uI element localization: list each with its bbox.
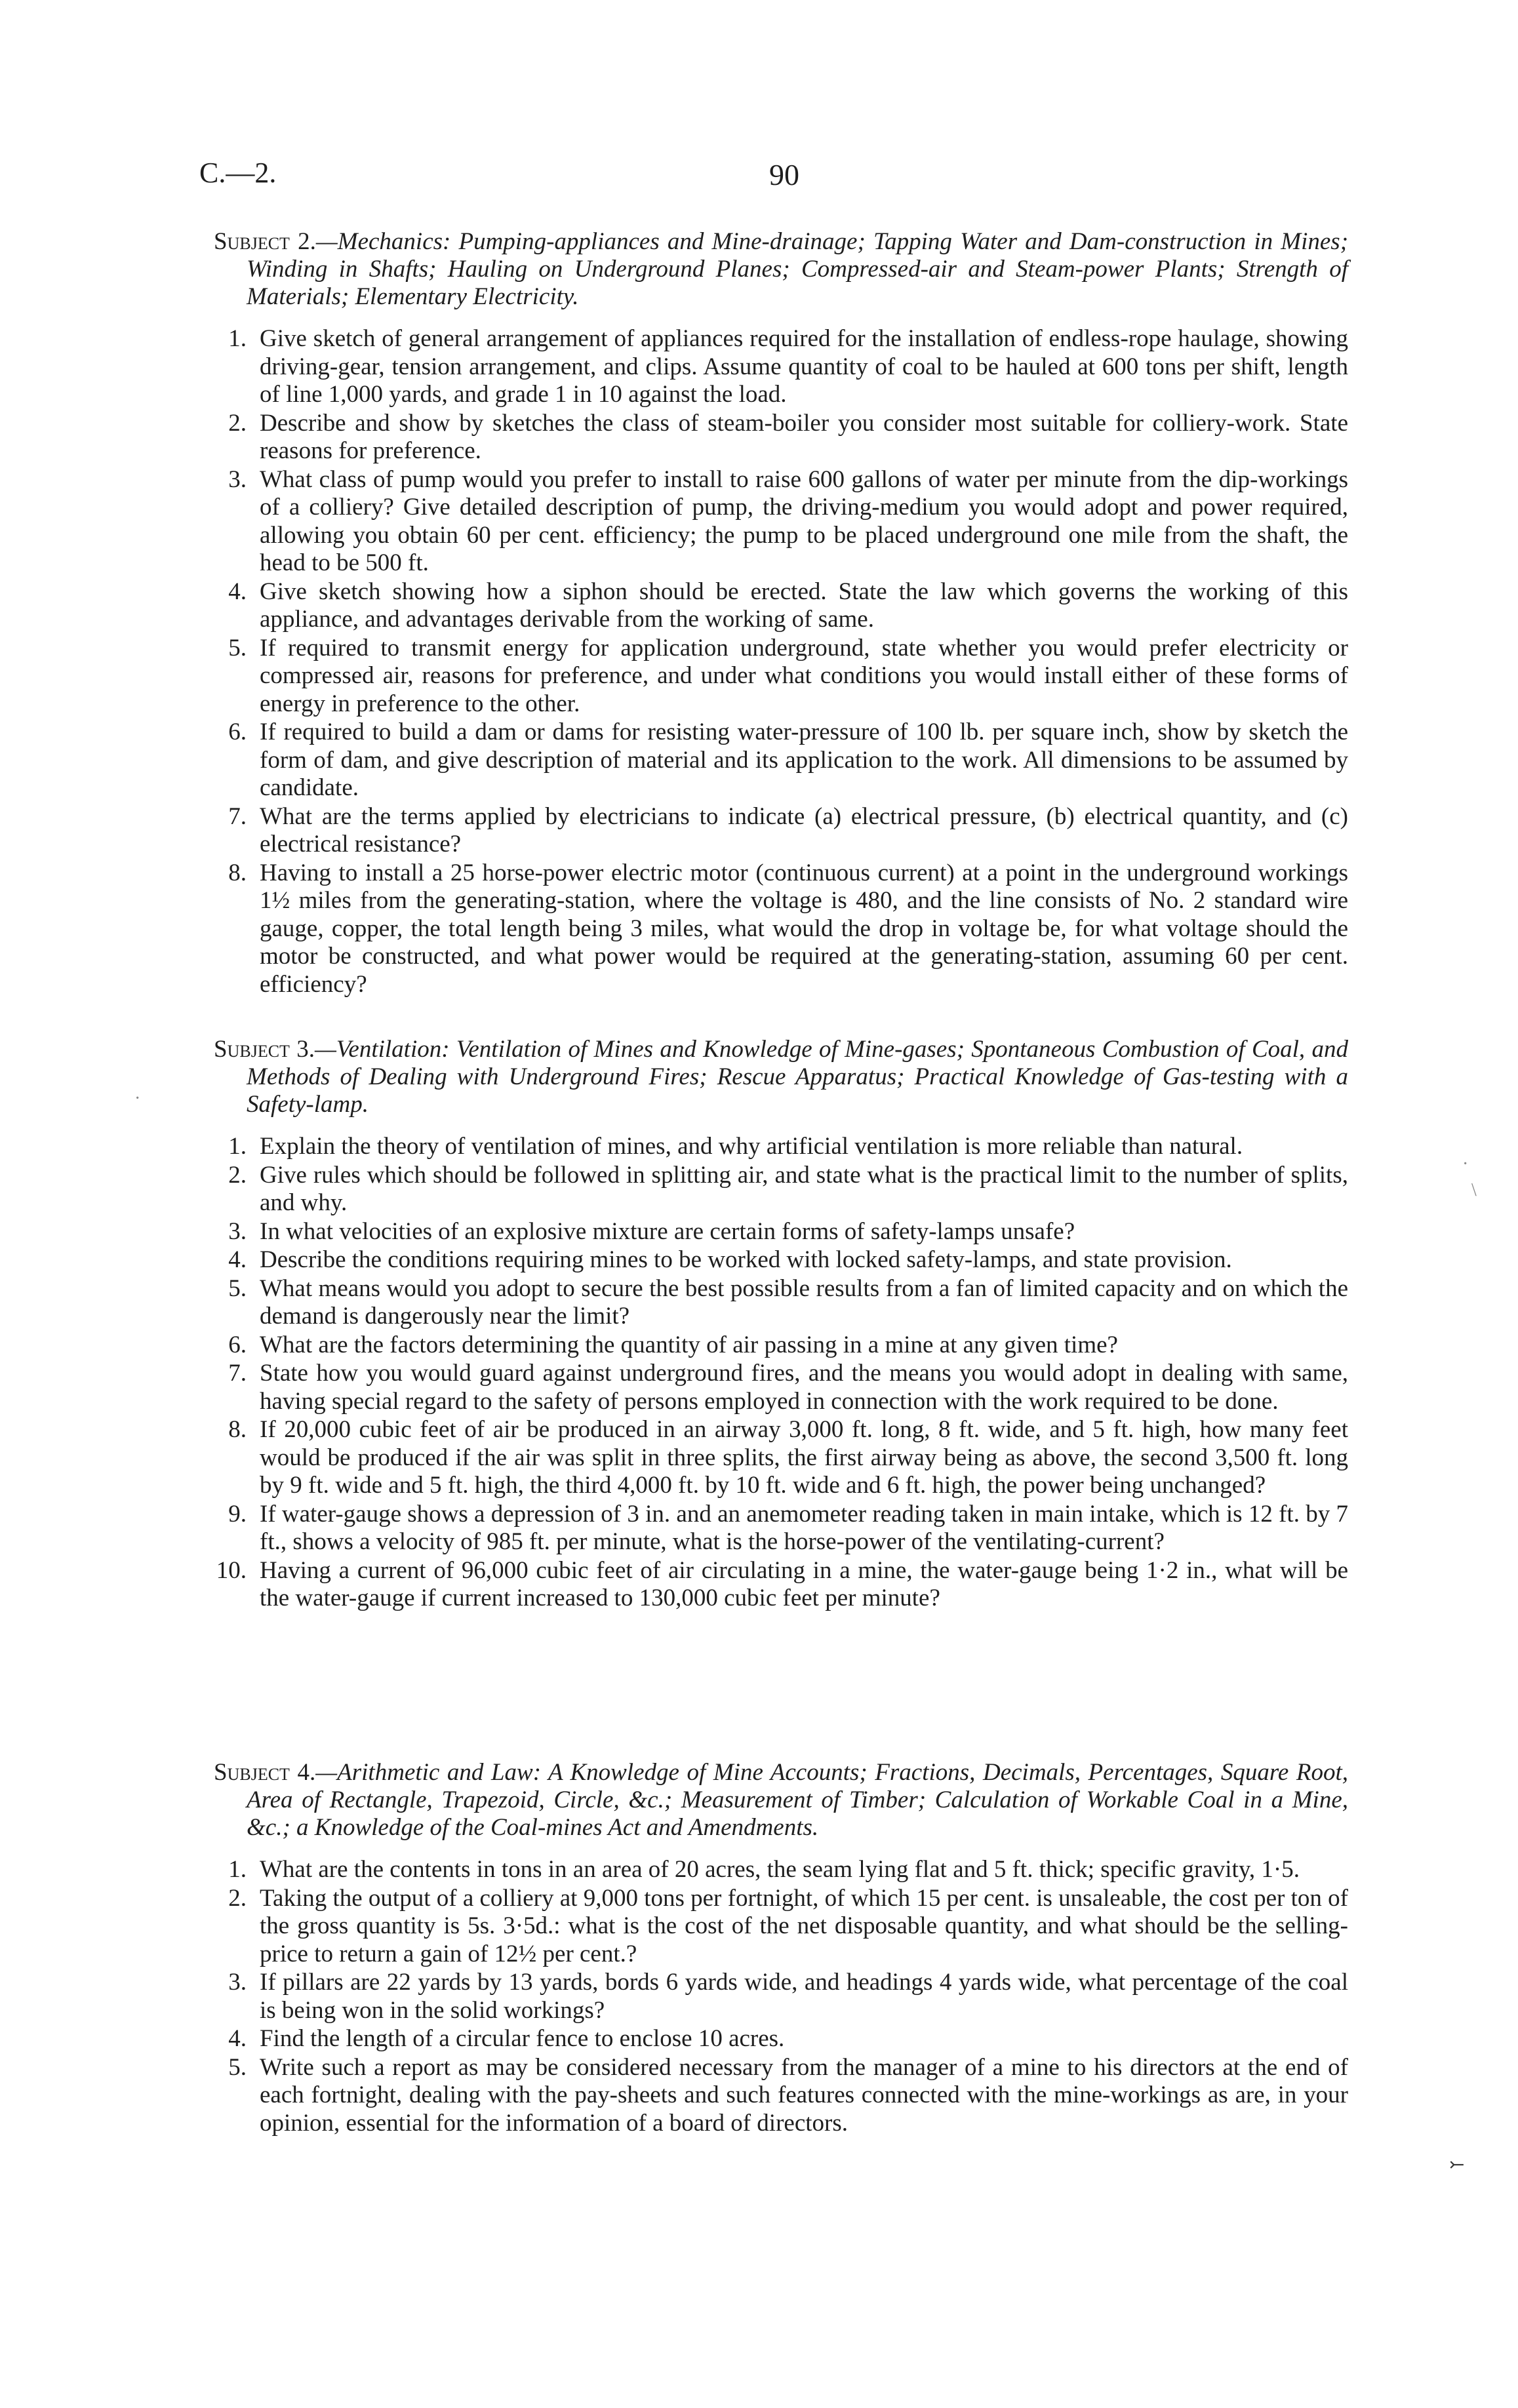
- question-item: [214, 1218, 1348, 1246]
- subject-description: —Ventilation: Ventilation of Mines and Knowledge of Mine-gases; Spontaneous Combustion of Coal, and Methods of Dealing with Underground Fires; Rescue Apparatus; Practical Knowledge of Gas-testing with a Safety-lamp.: [247, 1036, 1348, 1118]
- scan-speck: ·: [1462, 1154, 1469, 1174]
- question-item: [214, 466, 1348, 578]
- question-item: [214, 635, 1348, 719]
- question-number: 4.: [228, 1246, 247, 1273]
- question-item: [214, 578, 1348, 634]
- subject-label: Subject 4.: [214, 1759, 316, 1786]
- question-number: 2.: [228, 409, 247, 437]
- subject-4-section: [214, 1759, 1348, 2138]
- question-list: [214, 1133, 1348, 1613]
- subject-label: Subject 3.: [214, 1036, 315, 1063]
- subject-description: —Arithmetic and Law: A Knowledge of Mine Accounts; Fractions, Decimals, Percentages, Square Root, Area of Rectangle, Trapezoid, Circle, &c.; Measurement of Timber; Calculation of Workable Coal in a Mine, &c.; a Knowledge of the Coal-mines Act and Amendments.: [247, 1759, 1349, 1841]
- question-list: [214, 1856, 1348, 2137]
- question-number: 5.: [228, 2053, 247, 2081]
- question-list: [214, 325, 1348, 998]
- question-text: In what velocities of an explosive mixture are certain forms of safety-lamps unsafe?: [260, 1217, 1075, 1245]
- question-text: Give rules which should be followed in splitting air, and state what is the practical limit to the number of splits, and why.: [260, 1161, 1348, 1216]
- question-item: [214, 1246, 1348, 1274]
- question-text: Write such a report as may be considered necessary from the manager of a mine to his directors at the end of each fortnight, dealing with the pay-sheets and such features connected with the mine-workings as are, in your opinion, essential for the information of a board of directors.: [260, 2053, 1348, 2137]
- question-text: Describe and show by sketches the class of steam-boiler you consider most suitable for colliery-work. State reasons for preference.: [260, 409, 1348, 464]
- question-number: 5.: [228, 634, 247, 661]
- question-number: 6.: [228, 719, 247, 745]
- question-item: [214, 1332, 1348, 1360]
- subject-3-section: [214, 1036, 1348, 1613]
- question-text: What are the terms applied by electricians to indicate (a) electrical pressure, (b) electrical quantity, and (c) electrical resistance?: [260, 802, 1348, 858]
- question-item: [214, 1885, 1348, 1969]
- question-item: [214, 803, 1348, 859]
- question-item: [214, 2025, 1348, 2053]
- question-number: 2.: [228, 1161, 247, 1189]
- question-number: 4.: [228, 578, 247, 605]
- question-item: [214, 719, 1348, 802]
- subject-label: Subject 2.: [214, 228, 316, 255]
- question-item: [214, 1969, 1348, 2024]
- question-text: Taking the output of a colliery at 9,000 tons per fortnight, of which 15 per cent. is unsaleable, the cost per ton of the gross quantity is 5s. 3·5d.: what is the cost of the net disposable quantity, and what should be the selling-price to return a gain of 12½ per cent.?: [260, 1884, 1348, 1967]
- question-text: What are the factors determining the quantity of air passing in a mine at any given time?: [260, 1331, 1118, 1358]
- question-number: 7.: [228, 1360, 247, 1387]
- question-number: 6.: [228, 1331, 247, 1358]
- question-item: [214, 1856, 1348, 1884]
- question-text: State how you would guard against underground fires, and the means you would adopt in dealing with same, having special regard to the safety of persons employed in connection with the work required to be done.: [260, 1360, 1348, 1415]
- question-text: What class of pump would you prefer to install to raise 600 gallons of water per minute from the dip-workings of a colliery? Give detailed description of pump, the driving-medium you would adopt and power required, allowing you obtain 60 per cent. efficiency; the pump to be placed underground one mile from the shaft, the head to be 500 ft.: [260, 465, 1348, 576]
- question-item: [214, 859, 1348, 999]
- question-number: 3.: [228, 1217, 247, 1245]
- question-number: 1.: [228, 1856, 247, 1883]
- page-reference: C.—2.: [199, 157, 277, 189]
- page-number: 90: [769, 158, 799, 191]
- question-text: What means would you adopt to secure the best possible results from a fan of limited capacity and on which the demand is dangerously near the limit?: [260, 1274, 1348, 1330]
- subject-heading: [214, 228, 1348, 311]
- question-item: [214, 1416, 1348, 1500]
- question-text: Give sketch of general arrangement of appliances required for the installation of endless-rope haulage, showing driving-gear, tension arrangement, and clips. Assume quantity of coal to be hauled at 600 tons per shift, length of line 1,000 yards, and grade 1 in 10 against the load.: [260, 325, 1348, 408]
- question-number: 2.: [228, 1884, 247, 1912]
- question-item: [214, 1557, 1348, 1613]
- question-item: [214, 1162, 1348, 1217]
- subject-description: —Mechanics: Pumping-appliances and Mine-drainage; Tapping Water and Dam-construction in Mines; Winding in Shafts; Hauling on Underground Planes; Compressed-air and Steam-power Plants; Strength of Materials; Elementary Electricity.: [247, 228, 1349, 310]
- question-number: 9.: [228, 1500, 247, 1528]
- question-text: If water-gauge shows a depression of 3 in. and an anemometer reading taken in main intake, which is 12 ft. by 7 ft., shows a velocity of 985 ft. per minute, what is the horse-power of the ventilating-current?: [260, 1500, 1348, 1555]
- question-number: 5.: [228, 1274, 247, 1302]
- question-item: [214, 410, 1348, 465]
- question-number: 3.: [228, 465, 247, 493]
- question-item: [214, 1275, 1348, 1331]
- question-text: Explain the theory of ventilation of mines, and why artificial ventilation is more reliable than natural.: [260, 1133, 1243, 1160]
- question-number: 1.: [228, 1133, 247, 1160]
- scan-speck: ·: [134, 1088, 141, 1109]
- scan-speck: ⤚: [1449, 2155, 1465, 2175]
- question-item: [214, 1360, 1348, 1415]
- question-number: 10.: [216, 1556, 247, 1584]
- scan-speck: \: [1471, 1180, 1477, 1200]
- question-item: [214, 2054, 1348, 2138]
- question-number: 7.: [228, 802, 247, 830]
- subject-heading: [214, 1036, 1348, 1118]
- question-text: If required to transmit energy for application underground, state whether you would prefer electricity or compressed air, reasons for preference, and under what conditions you would install either of these forms of energy in preference to the other.: [260, 634, 1348, 717]
- question-item: [214, 1133, 1348, 1161]
- question-text: Give sketch showing how a siphon should be erected. State the law which governs the working of this appliance, and advantages derivable from the working of same.: [260, 578, 1348, 633]
- question-text: If pillars are 22 yards by 13 yards, bords 6 yards wide, and headings 4 yards wide, what percentage of the coal is being won in the solid workings?: [260, 1969, 1348, 2024]
- question-number: 3.: [228, 1969, 247, 1996]
- subject-2-section: [214, 228, 1348, 999]
- question-number: 1.: [228, 325, 247, 352]
- question-number: 8.: [228, 859, 247, 886]
- question-text: If 20,000 cubic feet of air be produced in an airway 3,000 ft. long, 8 ft. wide, and 5 ft. high, how many feet would be produced if the air was split in three splits, the first airway being as above, the second 3,500 ft. long by 9 ft. wide and 5 ft. high, the third 4,000 ft. by 10 ft. wide and 6 ft. high, the power being unchanged?: [260, 1416, 1348, 1499]
- question-number: 4.: [228, 2025, 247, 2052]
- question-text: Find the length of a circular fence to enclose 10 acres.: [260, 2025, 785, 2052]
- question-number: 8.: [228, 1416, 247, 1443]
- question-text: If required to build a dam or dams for resisting water-pressure of 100 lb. per square inch, show by sketch the form of dam, and give description of material and its application to the work. All dimensions to be assumed by candidate.: [260, 719, 1348, 801]
- subject-heading: [214, 1759, 1348, 1842]
- question-text: What are the contents in tons in an area of 20 acres, the seam lying flat and 5 ft. thick; specific gravity, 1·5.: [260, 1856, 1300, 1883]
- question-text: Having to install a 25 horse-power electric motor (continuous current) at a point in the underground workings 1½ miles from the generating-station, where the voltage is 480, and the line consists of No. 2 standard wire gauge, copper, the total length being 3 miles, what would the drop in voltage be, for what voltage should the motor be constructed, and what power would be required at the generating-station, assuming 60 per cent. efficiency?: [260, 859, 1348, 998]
- question-item: [214, 1501, 1348, 1556]
- question-item: [214, 325, 1348, 409]
- question-text: Describe the conditions requiring mines to be worked with locked safety-lamps, and state provision.: [260, 1246, 1232, 1273]
- question-text: Having a current of 96,000 cubic feet of air circulating in a mine, the water-gauge being 1·2 in., what will be the water-gauge if current increased to 130,000 cubic feet per minute?: [260, 1556, 1348, 1611]
